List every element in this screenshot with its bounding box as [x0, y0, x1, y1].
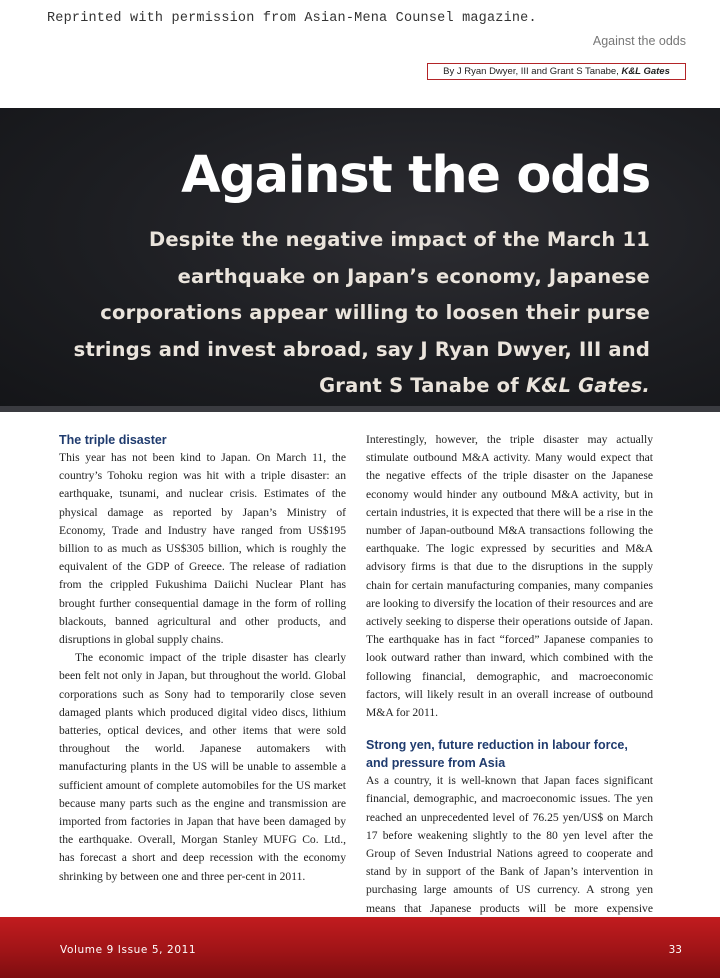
article-column-left	[59, 431, 346, 886]
byline-firm: K&L Gates	[621, 66, 670, 77]
standfirst-firm: K&L Gates.	[525, 374, 650, 397]
article-title: Against the odds	[181, 146, 650, 205]
reprint-notice: Reprinted with permission from Asian-Mena Counsel magazine.	[47, 11, 537, 26]
paragraph-3-continued: Interestingly, however, the triple disaster may actually stimulate outbound M&A activity. Many would expect that the negative effects of the triple disaster on the Japanese economy would hinder any outbound M&A activity, but in certain industries, it is expected that there will be a rise in the number of Japan-outbound M&A transactions following the earthquake. The logic expressed by securities and M&A advisory firms is that due to the disruptions in the supply chain for certain manufacturing companies, many companies are looking to diversify the location of their resources and are actively seeking to disperse their operations outside of Japan. The earthquake has in fact “forced” Japanese companies to look outward rather than inward, which combined with the following financial, demographic, and macroeconomic factors, will likely result in an overall increase of outbound M&A for 2011.	[366, 433, 653, 720]
paragraph-2: The economic impact of the triple disaster has clearly been felt not only in Japan, but throughout the world. Global corporations such as Sony had to temporarily close seven damaged plants which produced digital video discs, lithium batteries, optical devices, and other items that were sold throughout the world. Japanese automakers with manufacturing plants in the US will be unable to assemble a sufficient amount of complete automobiles for the US market because many parts such as the engine and transmission are imported from factories in Japan that have been damaged by the earthquake. Overall, Morgan Stanley MUFG Co. Ltd., has forecast a short and deep recession with the economy shrinking by between one and three per-cent in 2011.	[59, 651, 346, 883]
section-heading-triple-disaster: The triple disaster	[59, 433, 167, 447]
standfirst	[70, 222, 650, 405]
article-column-right	[366, 431, 653, 936]
page-footer	[0, 917, 720, 978]
standfirst-text: Despite the negative impact of the March 11 earthquake on Japan’s economy, Japanese corporations appear willing to loosen their purse strings and invest abroad, say J Ryan Dwyer, III and Grant S Tanabe of	[73, 228, 650, 397]
title-banner	[0, 108, 720, 412]
byline-box	[427, 63, 686, 80]
issue-label: Volume 9 Issue 5, 2011	[60, 944, 197, 956]
byline-authors: By J Ryan Dwyer, III and Grant S Tanabe,	[443, 66, 622, 77]
paragraph-1: This year has not been kind to Japan. On March 11, the country’s Tohoku region was hit with a triple disaster: an earthquake, tsunami, and nuclear crisis. Estimates of the physical damage as reported by Japan’s Ministry of Economy, Trade and Industry have ranged from US$195 billion to as much as US$305 billion, which is roughly the equivalent of the GDP of Greece. The release of radiation from the crippled Fukushima Daiichi Nuclear Plant has brought further consequential damage in the form of rolling blackouts, banned agricultural and other products, and disruptions in global supply chains.	[59, 451, 346, 647]
page-number: 33	[668, 944, 682, 956]
section-heading-strong-yen: Strong yen, future reduction in labour force, and pressure from Asia	[366, 738, 628, 771]
paragraph-4: As a country, it is well-known that Japan faces significant financial, demographic, and macroeconomic issues. The yen reached an unprecedented level of 76.25 yen/US$ on March 17 before weakening slightly to the 80 yen level after the Group of Seven Industrial Nations agreed to cooperate and stand by in support of the Bank of Japan’s intervention in purchasing large amounts of US currency. A strong yen means that Japanese products will be more expensive	[366, 774, 653, 915]
running-head: Against the odds	[592, 34, 686, 48]
